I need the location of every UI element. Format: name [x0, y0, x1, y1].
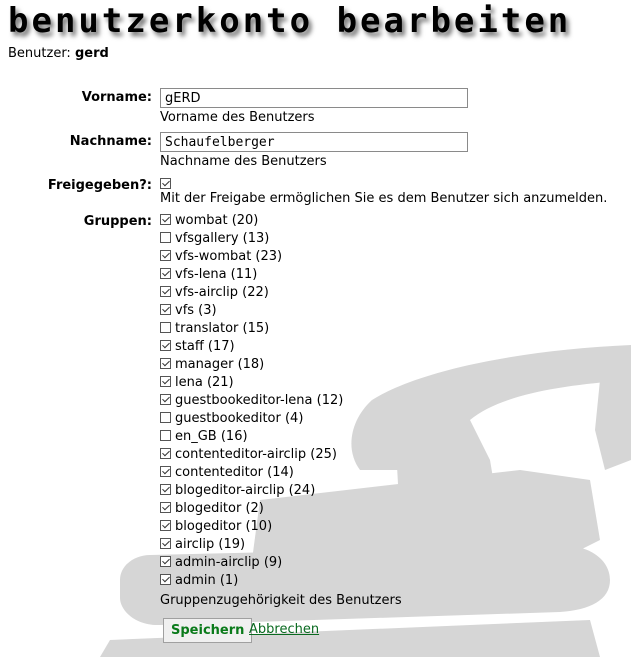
group-label: guestbookeditor-lena (12) [175, 393, 344, 408]
group-label: vfs-airclip (22) [175, 285, 269, 300]
group-row[interactable] [160, 338, 235, 356]
group-checkbox[interactable] [160, 430, 171, 441]
group-row[interactable] [160, 320, 269, 338]
save-button[interactable]: Speichern [163, 618, 252, 643]
group-label: vfs (3) [175, 303, 217, 318]
user-label: Benutzer: [8, 46, 71, 61]
group-checkbox[interactable] [160, 520, 171, 531]
group-row[interactable] [160, 554, 282, 572]
group-row[interactable] [160, 230, 269, 248]
group-row[interactable] [160, 464, 294, 482]
group-row[interactable] [160, 374, 234, 392]
group-label: admin (1) [175, 573, 239, 588]
current-user-line [8, 46, 109, 61]
nachname-label: Nachname: [69, 134, 152, 149]
freigegeben-field [160, 176, 171, 191]
group-checkbox[interactable] [160, 556, 171, 567]
group-row[interactable] [160, 392, 343, 410]
group-label: lena (21) [175, 375, 234, 390]
group-checkbox[interactable] [160, 538, 171, 549]
group-row[interactable] [160, 518, 272, 536]
group-label: staff (17) [175, 339, 235, 354]
group-row[interactable] [160, 536, 245, 554]
group-checkbox[interactable] [160, 268, 171, 279]
group-label: wombat (20) [175, 213, 259, 228]
group-row[interactable] [160, 356, 264, 374]
group-row[interactable] [160, 284, 269, 302]
group-label: guestbookeditor (4) [175, 411, 304, 426]
group-checkbox[interactable] [160, 304, 171, 315]
group-checkbox[interactable] [160, 502, 171, 513]
nachname-input[interactable] [160, 132, 468, 152]
group-label: airclip (19) [175, 537, 246, 552]
group-row[interactable] [160, 446, 337, 464]
group-label: blogeditor (10) [175, 519, 273, 534]
group-checkbox[interactable] [160, 340, 171, 351]
group-checkbox[interactable] [160, 448, 171, 459]
group-row[interactable] [160, 248, 282, 266]
group-label: blogeditor-airclip (24) [175, 483, 316, 498]
group-checkbox[interactable] [160, 484, 171, 495]
group-checkbox[interactable] [160, 574, 171, 585]
gruppen-hint: Gruppenzugehörigkeit des Benutzers [160, 593, 402, 608]
group-checkbox[interactable] [160, 466, 171, 477]
group-checkbox[interactable] [160, 412, 171, 423]
nachname-hint: Nachname des Benutzers [160, 154, 327, 169]
group-label: contenteditor (14) [175, 465, 294, 480]
group-checkbox[interactable] [160, 214, 171, 225]
group-row[interactable] [160, 500, 264, 518]
freigegeben-label: Freigegeben?: [47, 178, 152, 193]
group-label: contenteditor-airclip (25) [175, 447, 337, 462]
group-label: manager (18) [175, 357, 265, 372]
group-row[interactable] [160, 212, 258, 230]
cancel-link[interactable]: Abbrechen [249, 622, 320, 637]
group-label: vfs-wombat (23) [175, 249, 283, 264]
vorname-label: Vorname: [81, 90, 152, 105]
group-checkbox[interactable] [160, 394, 171, 405]
user-name: gerd [74, 46, 109, 61]
group-row[interactable] [160, 428, 248, 446]
group-label: blogeditor (2) [175, 501, 264, 516]
group-checkbox[interactable] [160, 376, 171, 387]
group-row[interactable] [160, 482, 315, 500]
freigegeben-hint: Mit der Freigabe ermöglichen Sie es dem Benutzer sich anzumelden. [160, 191, 608, 206]
vorname-input[interactable] [160, 88, 468, 108]
group-checkbox[interactable] [160, 322, 171, 333]
group-row[interactable] [160, 572, 238, 590]
group-label: vfsgallery (13) [175, 231, 270, 246]
group-label: translator (15) [175, 321, 270, 336]
group-row[interactable] [160, 410, 303, 428]
group-checkbox[interactable] [160, 286, 171, 297]
group-checkbox[interactable] [160, 358, 171, 369]
gruppen-label: Gruppen: [83, 214, 152, 229]
group-label: en_GB (16) [175, 429, 248, 444]
group-row[interactable] [160, 302, 217, 320]
group-checkbox[interactable] [160, 232, 171, 243]
freigegeben-checkbox[interactable] [160, 178, 171, 189]
vorname-hint: Vorname des Benutzers [160, 110, 315, 125]
group-label: admin-airclip (9) [175, 555, 283, 570]
group-row[interactable] [160, 266, 257, 284]
group-label: vfs-lena (11) [175, 267, 258, 282]
page-title: benutzerkonto bearbeiten [8, 1, 572, 41]
group-checkbox[interactable] [160, 250, 171, 261]
